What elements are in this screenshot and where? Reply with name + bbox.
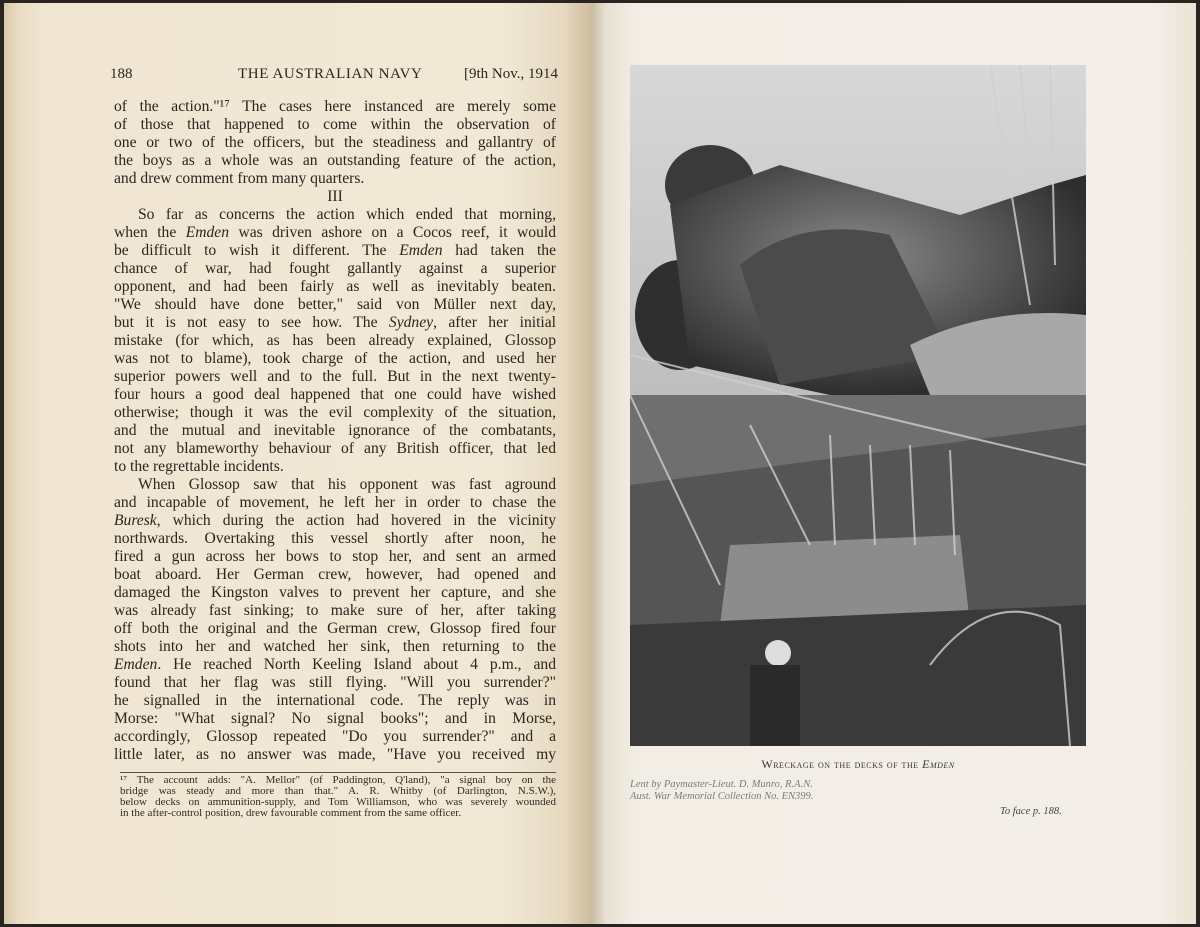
italic-text: Sydney bbox=[388, 314, 434, 331]
text-run: be difficult to wish it different. The bbox=[114, 242, 400, 259]
text-run: Wreckage on the decks of the bbox=[761, 757, 923, 771]
italic-text: Emden bbox=[922, 757, 955, 771]
text-run: was not to blame), took charge of the action, and used her bbox=[114, 350, 556, 367]
text-run: in the after-control position, drew favourable comment from the same officer. bbox=[120, 807, 462, 819]
text-run: below decks on ammunition-supply, and Tom Williamson, who was severely wounded bbox=[120, 796, 556, 808]
text-line bbox=[114, 134, 556, 152]
text-line bbox=[114, 170, 556, 188]
left-page bbox=[4, 3, 592, 924]
text-run: Morse: "What signal? No signal books"; and in Morse, bbox=[114, 710, 556, 727]
text-line bbox=[114, 476, 556, 494]
text-line bbox=[114, 566, 556, 584]
text-line bbox=[114, 404, 556, 422]
text-run: of the action."¹⁷ The cases here instanced are merely some bbox=[114, 98, 556, 115]
text-run: III bbox=[327, 188, 343, 205]
text-run: to the regrettable incidents. bbox=[114, 458, 284, 475]
text-line bbox=[114, 602, 556, 620]
text-line bbox=[114, 656, 556, 674]
text-run: four hours a good deal happened that one could have wished bbox=[114, 386, 556, 403]
text-run: was already fast sinking; to make sure of her, after taking bbox=[114, 602, 556, 619]
text-run: was driven ashore on a Cocos reef, it would bbox=[229, 224, 556, 241]
text-line bbox=[114, 332, 556, 350]
text-line bbox=[114, 260, 556, 278]
text-line bbox=[114, 746, 556, 764]
photo-credit bbox=[630, 779, 813, 803]
text-run: had taken the bbox=[442, 242, 557, 259]
text-line bbox=[114, 674, 556, 692]
text-line bbox=[114, 512, 556, 530]
text-run: one or two of the officers, but the steadiness and gallantry of bbox=[114, 134, 556, 151]
text-line bbox=[114, 224, 556, 242]
text-run: So far as concerns the action which ended that morning, bbox=[138, 206, 556, 223]
text-run: he signalled in the international code. The reply was in bbox=[114, 692, 556, 709]
text-line bbox=[114, 296, 556, 314]
text-run: ¹⁷ The account adds: "A. Mellor" (of Paddington, Q'land), "a signal boy on the bbox=[120, 774, 556, 786]
italic-text: Emden bbox=[185, 224, 230, 241]
text-run: accordingly, Glossop repeated "Do you surrender?" and a bbox=[114, 728, 556, 745]
body-text bbox=[114, 98, 556, 764]
footnote-rule bbox=[120, 772, 556, 773]
text-line bbox=[114, 710, 556, 728]
text-run: damaged the Kingston valves to prevent her capture, and she bbox=[114, 584, 556, 601]
footnote bbox=[120, 775, 556, 819]
text-run: "We should have done better," said von Müller next day, bbox=[114, 296, 556, 313]
text-run: off both the original and the German crew, Glossop fired four bbox=[114, 620, 556, 637]
text-line bbox=[114, 530, 556, 548]
text-line bbox=[114, 728, 556, 746]
text-run: of those that happened to come within the observation of bbox=[114, 116, 556, 133]
text-line bbox=[114, 584, 556, 602]
text-line bbox=[114, 278, 556, 296]
italic-text: Emden bbox=[399, 242, 443, 259]
text-line bbox=[114, 368, 556, 386]
text-run: and the mutual and inevitable ignorance of the combatants, bbox=[114, 422, 556, 439]
text-run: the boys as a whole was an outstanding feature of the action, bbox=[114, 152, 556, 169]
text-line bbox=[114, 386, 556, 404]
text-run: . He reached North Keeling Island about 4 p.m., and bbox=[157, 656, 556, 673]
text-line bbox=[114, 458, 556, 476]
text-line bbox=[114, 188, 556, 206]
credit-line-1: Lent by Paymaster-Lieut. D. Munro, R.A.N. bbox=[630, 779, 813, 790]
text-run: boat aboard. Her German crew, however, had opened and bbox=[114, 566, 556, 583]
text-run: when the bbox=[114, 224, 186, 241]
text-run: , which during the action had hovered in the vicinity bbox=[156, 512, 556, 529]
text-run: When Glossop saw that his opponent was fast aground bbox=[138, 476, 556, 493]
italic-text: Buresk bbox=[114, 512, 157, 529]
text-line bbox=[114, 422, 556, 440]
text-line bbox=[114, 314, 556, 332]
credit-line-2: Aust. War Memorial Collection No. EN399. bbox=[630, 791, 814, 802]
running-title: THE AUSTRALIAN NAVY bbox=[238, 66, 423, 82]
text-line bbox=[114, 206, 556, 224]
text-run: shots into her and watched her sink, then returning to the bbox=[114, 638, 556, 655]
text-line bbox=[114, 242, 556, 260]
text-run: chance of war, had fought gallantly against a superior bbox=[114, 260, 556, 277]
text-run: little later, as no answer was made, "Have you received my bbox=[114, 746, 556, 763]
facing-page-note: To face p. 188. bbox=[1000, 806, 1062, 817]
text-line bbox=[114, 116, 556, 134]
text-run: superior powers well and to the full. But in the next twenty- bbox=[114, 368, 556, 385]
text-line bbox=[114, 350, 556, 368]
italic-text: Emden bbox=[114, 656, 158, 673]
text-run: and drew comment from many quarters. bbox=[114, 170, 365, 187]
text-run: opponent, and had been fairly as well as inevitably beaten. bbox=[114, 278, 556, 295]
text-run: found that her flag was still flying. "Will you surrender?" bbox=[114, 674, 556, 691]
text-line bbox=[114, 638, 556, 656]
text-line bbox=[114, 548, 556, 566]
text-run: but it is not easy to see how. The bbox=[114, 314, 389, 331]
photo-caption bbox=[630, 757, 1086, 772]
text-run: northwards. Overtaking this vessel shortly after noon, he bbox=[114, 530, 556, 547]
text-run: bridge was steady and more than that." A. R. Whitby (of Darlington, N.S.W.), bbox=[120, 785, 556, 797]
text-run: and incapable of movement, he left her in order to chase the bbox=[114, 494, 556, 511]
text-run: fired a gun across her bows to stop her, and sent an armed bbox=[114, 548, 556, 565]
text-run: , after her initial bbox=[433, 314, 556, 331]
text-line bbox=[114, 98, 556, 116]
date-marker: [9th Nov., 1914 bbox=[463, 66, 558, 82]
text-line bbox=[114, 494, 556, 512]
running-header bbox=[110, 66, 558, 86]
text-line bbox=[114, 440, 556, 458]
text-run: otherwise; though it was the evil complexity of the situation, bbox=[114, 404, 556, 421]
text-line bbox=[114, 620, 556, 638]
wreckage-photograph bbox=[630, 65, 1086, 746]
text-line bbox=[114, 692, 556, 710]
text-line bbox=[114, 152, 556, 170]
page-number: 188 bbox=[110, 66, 133, 82]
text-run: not any blameworthy behaviour of any British officer, that led bbox=[114, 440, 556, 457]
text-run: mistake (for which, as has been already explained, Glossop bbox=[114, 332, 556, 349]
text-line bbox=[120, 808, 556, 819]
